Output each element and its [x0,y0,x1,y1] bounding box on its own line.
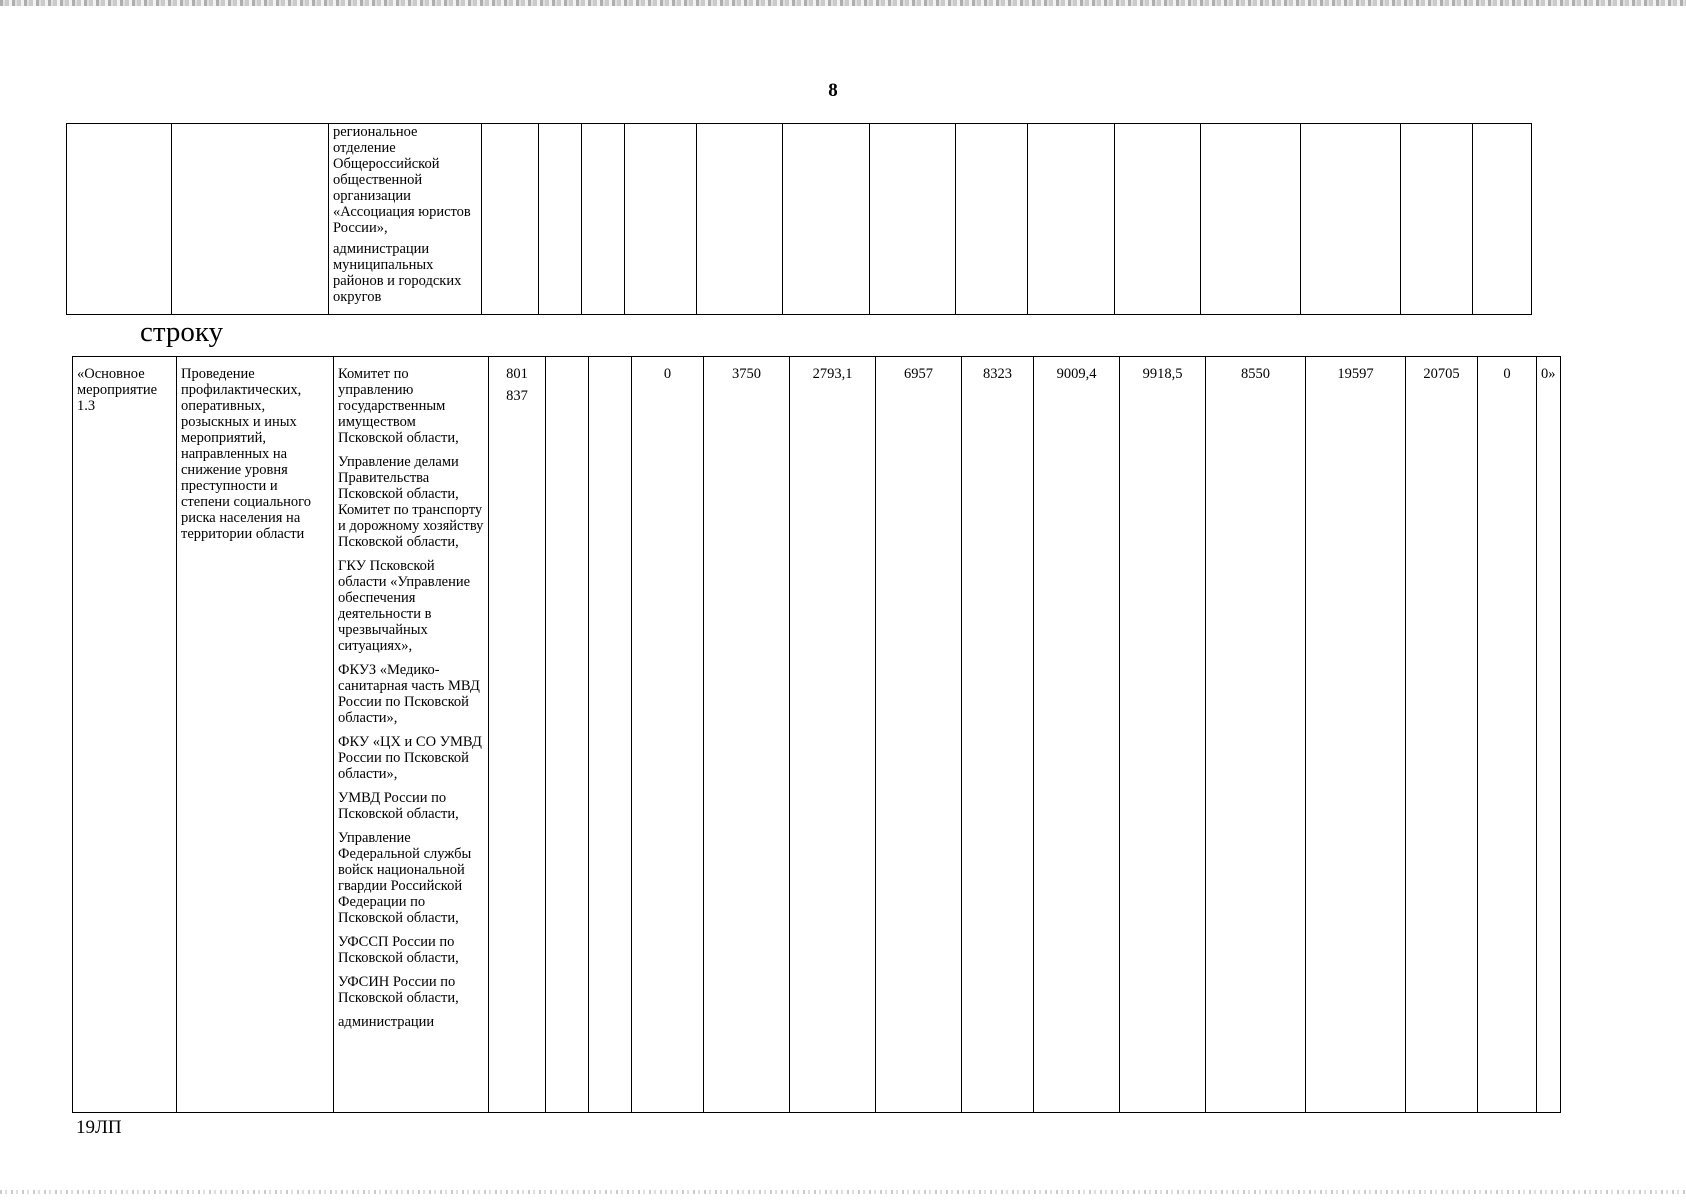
cell-empty [697,124,783,315]
executor-item: ФКУ «ЦХ и СО УМВД России по Псковской области», [338,734,482,782]
cell-value: 0 [1478,357,1537,1113]
cell-description [172,124,329,315]
cell-empty [1115,124,1201,315]
budget-code: 801 [506,366,528,382]
cell-value: 8323 [962,357,1034,1113]
budget-code: 837 [506,388,528,404]
executor-item: Комитет по управлению государственным имуществом Псковской области, [338,366,459,446]
cell-executors [334,357,489,1113]
cell-empty [625,124,697,315]
cell-empty [1201,124,1301,315]
cell-value: 6957 [876,357,962,1113]
executor-item: ФКУЗ «Медико-санитарная часть МВД России по Псковской области», [338,662,480,726]
cell-empty [1401,124,1473,315]
cell-value: 2793,1 [790,357,876,1113]
executor-item: администрации муниципальных районов и городских округов [333,241,462,305]
table-main-activity [72,356,1561,1113]
cell-value: 8550 [1206,357,1306,1113]
cell-empty [582,124,625,315]
table-row [67,124,1532,315]
cell-empty [956,124,1028,315]
scan-artifact-bottom [0,1190,1686,1194]
cell-activity-description: Проведение профилактических, оперативных, розыскных и иных мероприятий, направленных на снижение уровня преступности и степени социального риска населения на территории области [177,357,334,1113]
cell-value: 0» [1537,357,1561,1113]
cell-empty [783,124,870,315]
executor-item: администрации [338,1014,435,1030]
cell-value: 9009,4 [1034,357,1120,1113]
executor-item: Управление делами Правительства Псковской области, Комитет по транспорту и дорожному хозяйству Псковской области, [338,454,484,550]
cell-empty [870,124,956,315]
cell-empty [1028,124,1115,315]
executor-item: УМВД России по Псковской области, [338,790,459,822]
cell-activity-name: «Основное мероприятие 1.3 [73,357,177,1113]
cell-number [67,124,172,315]
cell-value: 20705 [1406,357,1478,1113]
table-row [73,357,1561,1113]
footer-mark: 19ЛП [76,1117,122,1138]
cell-code-2 [546,357,589,1113]
table-continuation [66,123,1532,315]
cell-value: 19597 [1306,357,1406,1113]
cell-executor [329,124,482,315]
cell-value: 3750 [704,357,790,1113]
cell-empty [1301,124,1401,315]
cell-value: 0 [632,357,704,1113]
cell-code-3 [589,357,632,1113]
executor-item: ГКУ Псковской области «Управление обеспечения деятельности в чрезвычайных ситуациях», [338,558,471,654]
executor-item: УФСИН России по Псковской области, [338,974,459,1006]
executor-item: Управление Федеральной службы войск национальной гвардии Российской Федерации по Псковской области, [338,830,472,926]
insert-instruction-word: строку [140,316,224,348]
executor-item: региональное отделение Общероссийской общественной организации «Ассоциация юристов России», [333,124,471,236]
executor-item: УФССП России по Псковской области, [338,934,459,966]
cell-value: 9918,5 [1120,357,1206,1113]
scan-artifact-top [0,0,1686,6]
cell-empty [539,124,582,315]
cell-budget-codes [489,357,546,1113]
page-number: 8 [828,80,838,101]
cell-empty [1473,124,1532,315]
cell-empty [482,124,539,315]
